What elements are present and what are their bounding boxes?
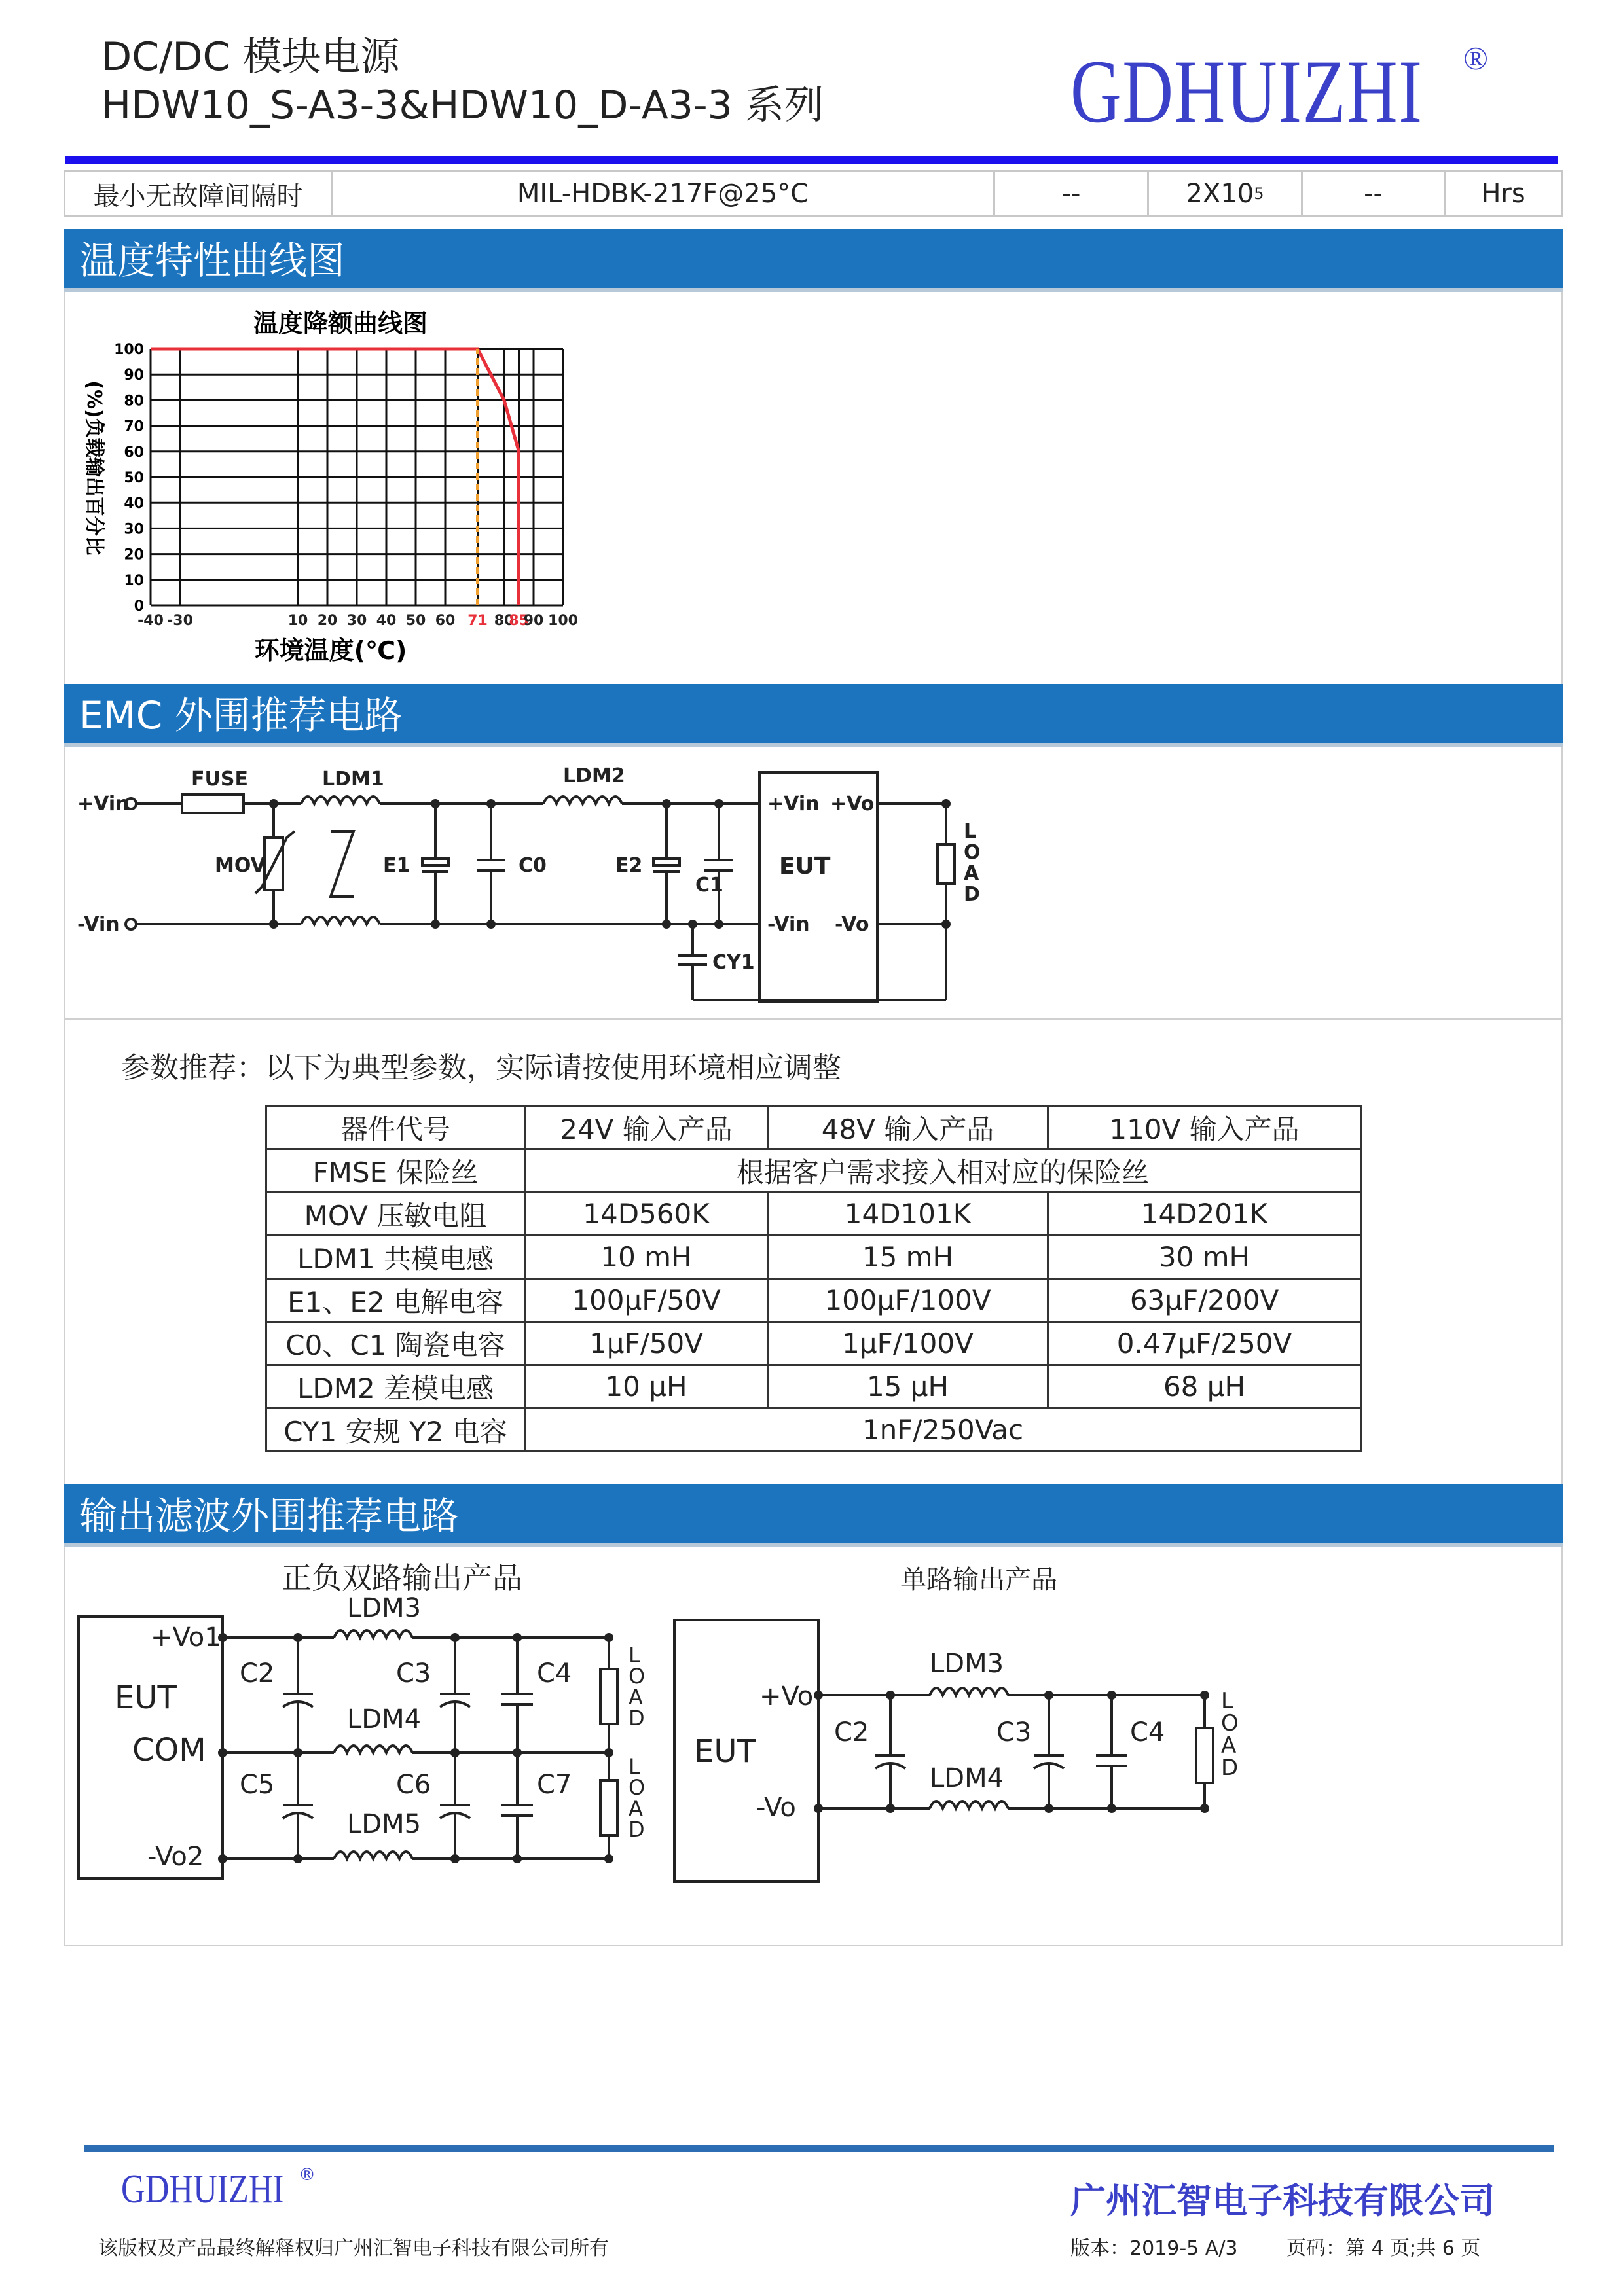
brand-logo: GDHUIZHI	[1070, 41, 1423, 141]
header-cell: 器件代号	[266, 1106, 525, 1149]
single-load-o: O	[1221, 1710, 1239, 1736]
x-tick-label: 10	[287, 613, 308, 629]
dual-load1-a: A	[629, 1685, 643, 1710]
footer-logo: GDHUIZHI	[121, 2167, 284, 2212]
section-output-header: 输出滤波外围推荐电路	[64, 1484, 1563, 1547]
y-tick-label: 0	[134, 598, 144, 615]
footer-copyright: 该版权及产品最终解释权归广州汇智电子科技有限公司所有	[98, 2237, 609, 2260]
y-tick-label: 10	[124, 572, 144, 589]
x-tick-label: -30	[167, 613, 193, 629]
single-load-a: A	[1221, 1732, 1237, 1759]
dual-load2-l: L	[629, 1754, 640, 1779]
y-tick-label: 90	[124, 367, 144, 384]
emc-eut-vin-pos: +Vin	[767, 793, 820, 816]
dual-load2-o: O	[629, 1775, 646, 1800]
emc-load-o: O	[964, 841, 981, 864]
y-tick-label: 20	[124, 547, 144, 564]
y-tick-label: 40	[124, 495, 144, 512]
emc-eut-vo-pos: +Vo	[830, 793, 875, 816]
single-output-title: 单路输出产品	[900, 1565, 1057, 1595]
table-row	[266, 1193, 1361, 1236]
row-value: 15 mH	[768, 1236, 1048, 1279]
header-cell: 48V 输入产品	[768, 1106, 1048, 1149]
row-name: LDM2 差模电感	[266, 1365, 525, 1408]
dual-load1-o: O	[629, 1664, 646, 1689]
mtbf-typ-base: 2X10	[1186, 179, 1254, 209]
row-value: 根据客户需求接入相对应的保险丝	[525, 1149, 1361, 1193]
row-value: 100μF/100V	[768, 1279, 1048, 1322]
y-tick-label: 60	[124, 444, 144, 461]
footer-company: 广州汇智电子科技有限公司	[1070, 2180, 1495, 2221]
single-load-l: L	[1221, 1688, 1233, 1714]
emc-c0-label: C0	[519, 854, 547, 877]
row-value: 14D201K	[1048, 1193, 1361, 1236]
row-value: 14D101K	[768, 1193, 1048, 1236]
emc-circuit-diagram	[65, 746, 1061, 1021]
mtbf-label: 最小无故障间隔时	[65, 172, 333, 215]
row-value: 15 μH	[768, 1365, 1048, 1408]
emc-e1-label: E1	[383, 854, 410, 877]
dual-c4-label: C4	[537, 1659, 572, 1689]
x-tick-label: -40	[137, 613, 164, 629]
x-tick-label: 50	[405, 613, 426, 629]
single-output-circuit	[668, 1610, 1257, 1885]
chart-x-ticks	[137, 613, 578, 629]
row-name: LDM1 共模电感	[266, 1236, 525, 1279]
table-row	[266, 1365, 1361, 1408]
x-tick-label: 71	[467, 613, 488, 629]
dual-c5-label: C5	[240, 1770, 275, 1800]
single-vo-pos: +Vo	[759, 1681, 814, 1712]
emc-c1-label: C1	[695, 874, 723, 897]
emc-eut-label: EUT	[779, 853, 831, 880]
emc-cy1-label: CY1	[712, 951, 755, 974]
params-note: 参数推荐：以下为典型参数，实际请按使用环境相应调整	[121, 1051, 841, 1085]
emc-mov-label: MOV	[215, 854, 266, 877]
header-rule	[65, 156, 1558, 164]
dual-vo1-label: +Vo1	[151, 1623, 221, 1653]
row-value: 10 mH	[525, 1236, 768, 1279]
table-row	[266, 1322, 1361, 1365]
emc-eut-vin-neg: -Vin	[767, 913, 810, 936]
section-temp-header: 温度特性曲线图	[64, 229, 1563, 292]
mtbf-row	[64, 170, 1563, 217]
x-tick-label: 60	[435, 613, 456, 629]
x-tick-label: 20	[317, 613, 338, 629]
x-tick-label: 40	[376, 613, 397, 629]
row-name: C0、C1 陶瓷电容	[266, 1322, 525, 1365]
table-row	[266, 1279, 1361, 1322]
single-c2-label: C2	[834, 1717, 869, 1748]
row-name: E1、E2 电解电容	[266, 1279, 525, 1322]
emc-eut-vo-neg: -Vo	[835, 913, 869, 936]
chart-x-label: 环境温度(℃)	[254, 636, 407, 665]
x-tick-label: 30	[346, 613, 367, 629]
row-value: 68 μH	[1048, 1365, 1361, 1408]
row-name: FMSE 保险丝	[266, 1149, 525, 1193]
dual-load1-d: D	[629, 1706, 645, 1731]
dual-c7-label: C7	[537, 1770, 572, 1800]
row-value: 1nF/250Vac	[525, 1408, 1361, 1452]
chart-title: 温度降额曲线图	[253, 309, 428, 338]
emc-ldm2-label: LDM2	[563, 764, 625, 787]
row-name: CY1 安规 Y2 电容	[266, 1408, 525, 1452]
x-tick-label: 80	[494, 613, 515, 629]
table-row	[266, 1408, 1361, 1452]
dual-c6-label: C6	[396, 1770, 431, 1800]
dual-eut-label: EUT	[115, 1679, 177, 1716]
emc-ldm1-label: LDM1	[322, 768, 384, 791]
emc-vin-pos: +Vin	[77, 793, 130, 816]
table-header-row	[266, 1106, 1361, 1149]
y-tick-label: 30	[124, 521, 144, 538]
y-tick-label: 70	[124, 418, 144, 435]
registered-mark: ®	[1463, 40, 1488, 77]
mtbf-unit: Hrs	[1481, 179, 1525, 209]
row-value: 14D560K	[525, 1193, 768, 1236]
single-eut-label: EUT	[694, 1733, 756, 1770]
single-c4-label: C4	[1130, 1717, 1165, 1748]
derating-chart	[65, 298, 602, 677]
title-line-1: DC/DC 模块电源	[101, 34, 400, 80]
single-ldm4-label: LDM4	[930, 1763, 1004, 1793]
table-row	[266, 1149, 1361, 1193]
footer-registered-mark: ®	[299, 2165, 316, 2185]
y-tick-label: 100	[114, 342, 144, 358]
dual-output-circuit	[72, 1597, 661, 1885]
row-name: MOV 压敏电阻	[266, 1193, 525, 1236]
mtbf-min: --	[995, 172, 1149, 215]
x-tick-label: 85	[509, 613, 529, 629]
mtbf-typ	[1149, 172, 1303, 215]
single-ldm3-label: LDM3	[930, 1649, 1004, 1679]
footer-page: 页码：第 4 页;共 6 页	[1286, 2237, 1481, 2260]
mtbf-max: --	[1303, 172, 1446, 215]
single-load-d: D	[1221, 1755, 1239, 1781]
row-value: 1μF/100V	[768, 1322, 1048, 1365]
table-row	[266, 1236, 1361, 1279]
dual-ldm5-label: LDM5	[347, 1809, 422, 1839]
row-value: 0.47μF/250V	[1048, 1322, 1361, 1365]
dual-load2-a: A	[629, 1796, 643, 1821]
row-value: 63μF/200V	[1048, 1279, 1361, 1322]
row-value: 1μF/50V	[525, 1322, 768, 1365]
footer-rule	[84, 2145, 1554, 2152]
header-cell: 24V 输入产品	[525, 1106, 768, 1149]
y-tick-label: 80	[124, 393, 144, 410]
chart-grid	[151, 349, 563, 605]
section-emc-header: EMC 外围推荐电路	[64, 684, 1563, 747]
row-value: 30 mH	[1048, 1236, 1361, 1279]
x-tick-label: 90	[523, 613, 544, 629]
single-c3-label: C3	[996, 1717, 1032, 1748]
dual-output-title: 正负双路输出产品	[282, 1560, 522, 1596]
row-value: 100μF/50V	[525, 1279, 768, 1322]
mtbf-typ-exp: 5	[1254, 185, 1264, 203]
dual-com-label: COM	[132, 1732, 206, 1768]
header-cell: 110V 输入产品	[1048, 1106, 1361, 1149]
dual-c2-label: C2	[240, 1659, 275, 1689]
params-table	[265, 1105, 1362, 1452]
footer-version: 版本：2019-5 A/3	[1070, 2237, 1238, 2260]
row-value: 10 μH	[525, 1365, 768, 1408]
y-tick-label: 50	[124, 470, 144, 486]
dual-ldm3-label: LDM3	[347, 1597, 422, 1623]
document-title	[101, 33, 824, 130]
mtbf-condition: MIL-HDBK-217F@25°C	[333, 172, 995, 215]
emc-load-l: L	[964, 820, 977, 843]
dual-c3-label: C3	[396, 1659, 431, 1689]
chart-y-ticks	[114, 342, 144, 615]
dual-vo2-label: -Vo2	[147, 1842, 204, 1872]
dual-ldm4-label: LDM4	[347, 1704, 422, 1734]
dual-load2-d: D	[629, 1817, 645, 1842]
chart-y-label: (%)负载输出百分比	[82, 380, 105, 556]
emc-load-d: D	[964, 883, 980, 906]
emc-load-a: A	[964, 862, 979, 885]
x-tick-label: 100	[548, 613, 578, 629]
emc-fuse-label: FUSE	[191, 768, 248, 791]
dual-load1-l: L	[629, 1643, 640, 1668]
emc-e2-label: E2	[615, 854, 643, 877]
emc-vin-neg: -Vin	[77, 913, 120, 936]
single-vo-neg: -Vo	[756, 1793, 796, 1823]
title-line-2: HDW10_S-A3-3&HDW10_D-A3-3 系列	[101, 82, 824, 128]
